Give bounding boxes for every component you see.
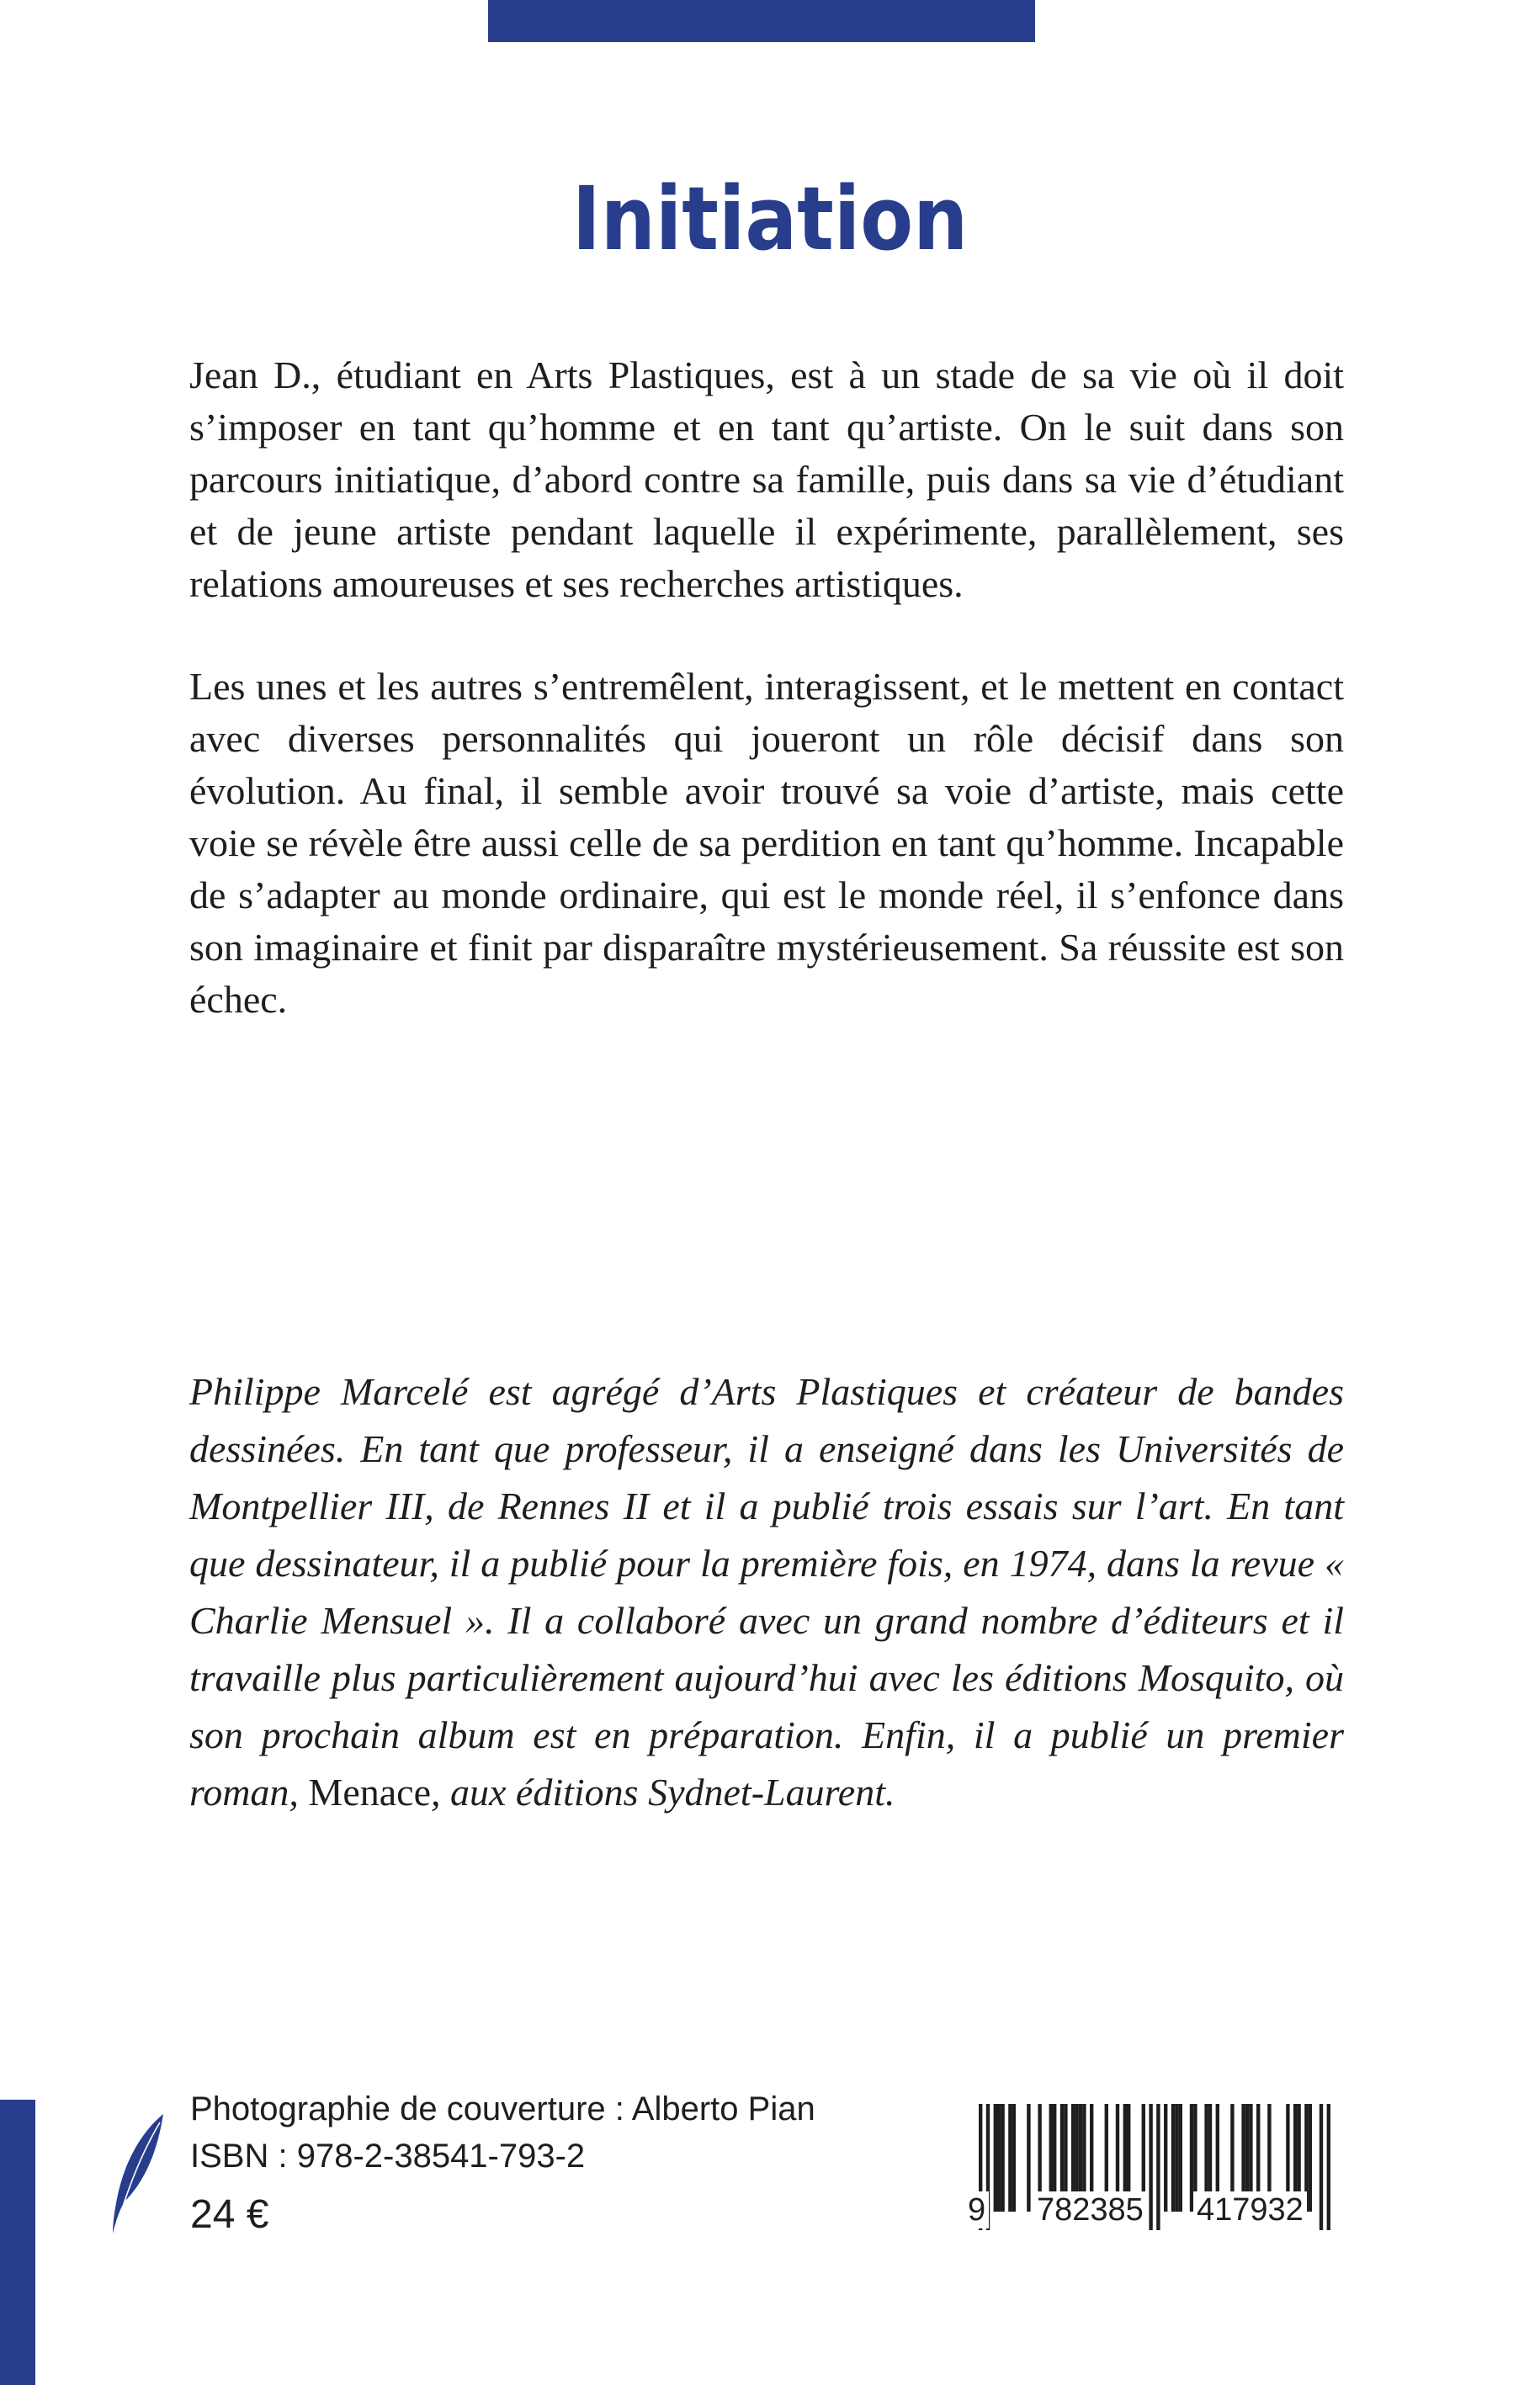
novel-title: Menace (308, 1771, 431, 1814)
summary-paragraph-2: Les unes et les autres s’entremêlent, interagissent, et le mettent en contact avec diverses personnalités qui joueront un rôle décisif dans son évolution. Au final, il semble avoir trouvé sa voie d’artiste, mais cette voie se révèle être aussi celle de sa perdition en tant qu’homme. Incapable de s’adapter au monde ordinaire, qui est le monde réel, il s’enfonce dans son imaginaire et finit par disparaître mystérieusement. Sa réussite est son échec. (189, 665, 1344, 1021)
barcode-bar (1320, 2104, 1323, 2230)
price: 24 € (190, 2192, 269, 2237)
barcode-bar (994, 2104, 997, 2212)
top-accent-bar (488, 0, 1035, 42)
feather-quill-icon (108, 2111, 168, 2237)
barcode-bar (1001, 2104, 1004, 2212)
barcode-bar (1027, 2104, 1030, 2212)
barcode-group-2: 417932 (1193, 2191, 1307, 2228)
author-bio-text: Philippe Marcelé est agrégé d’Arts Plastiques et créateur de bandes dessinées. En tant que professeur, il a enseigné dans les Universités de Montpellier III, de Rennes II et il a publié trois essais sur l’art. En tant que dessinateur, il a publié pour la première fois, en 1974, dans la revue « Charlie Mensuel ». Il a collaboré avec un grand nombre d’éditeurs et il travaille plus particulièrement aujourd’hui avec les éditions Mosquito, où son prochain album est en préparation. Enfin, il a publié un premier roman, (189, 1370, 1344, 1814)
photo-credit: Photographie de couverture : Alberto Pian (190, 2090, 815, 2127)
barcode-group-1: 782385 (1033, 2191, 1147, 2228)
barcode-bar (1149, 2104, 1152, 2230)
barcode-bar (1012, 2104, 1016, 2212)
summary-paragraph-1: Jean D., étudiant en Arts Plastiques, est à un stade de sa vie où il doit s’imposer en tant qu’homme et en tant qu’artiste. On le suit dans son parcours initiatique, d’abord contre sa famille, puis dans sa vie d’étudiant et de jeune artiste pendant laquelle il expérimente, parallèlement, ses relations amoureuses et ses recherches artistiques. (189, 353, 1344, 605)
isbn: ISBN : 978-2-38541-793-2 (190, 2138, 586, 2175)
barcode-bar (1164, 2104, 1167, 2212)
barcode-bar (1156, 2104, 1160, 2230)
author-bio (189, 1363, 1344, 1821)
barcode-lead-digit: 9 (964, 2191, 989, 2228)
barcode-bar (1327, 2104, 1330, 2230)
book-title: Initiation (571, 167, 969, 270)
barcode-bar (1171, 2104, 1175, 2212)
barcode-bar (1309, 2104, 1312, 2212)
barcode-bar (1175, 2104, 1178, 2212)
left-accent-bar (0, 2100, 35, 2385)
barcode-bar (1008, 2104, 1012, 2212)
barcode-bar (997, 2104, 1001, 2212)
barcode (964, 2104, 1352, 2272)
book-summary (189, 349, 1344, 1076)
barcode-bar (1179, 2104, 1182, 2212)
author-bio-ending: , aux éditions Sydnet-Laurent. (431, 1771, 895, 1814)
credits-block (190, 2085, 815, 2249)
